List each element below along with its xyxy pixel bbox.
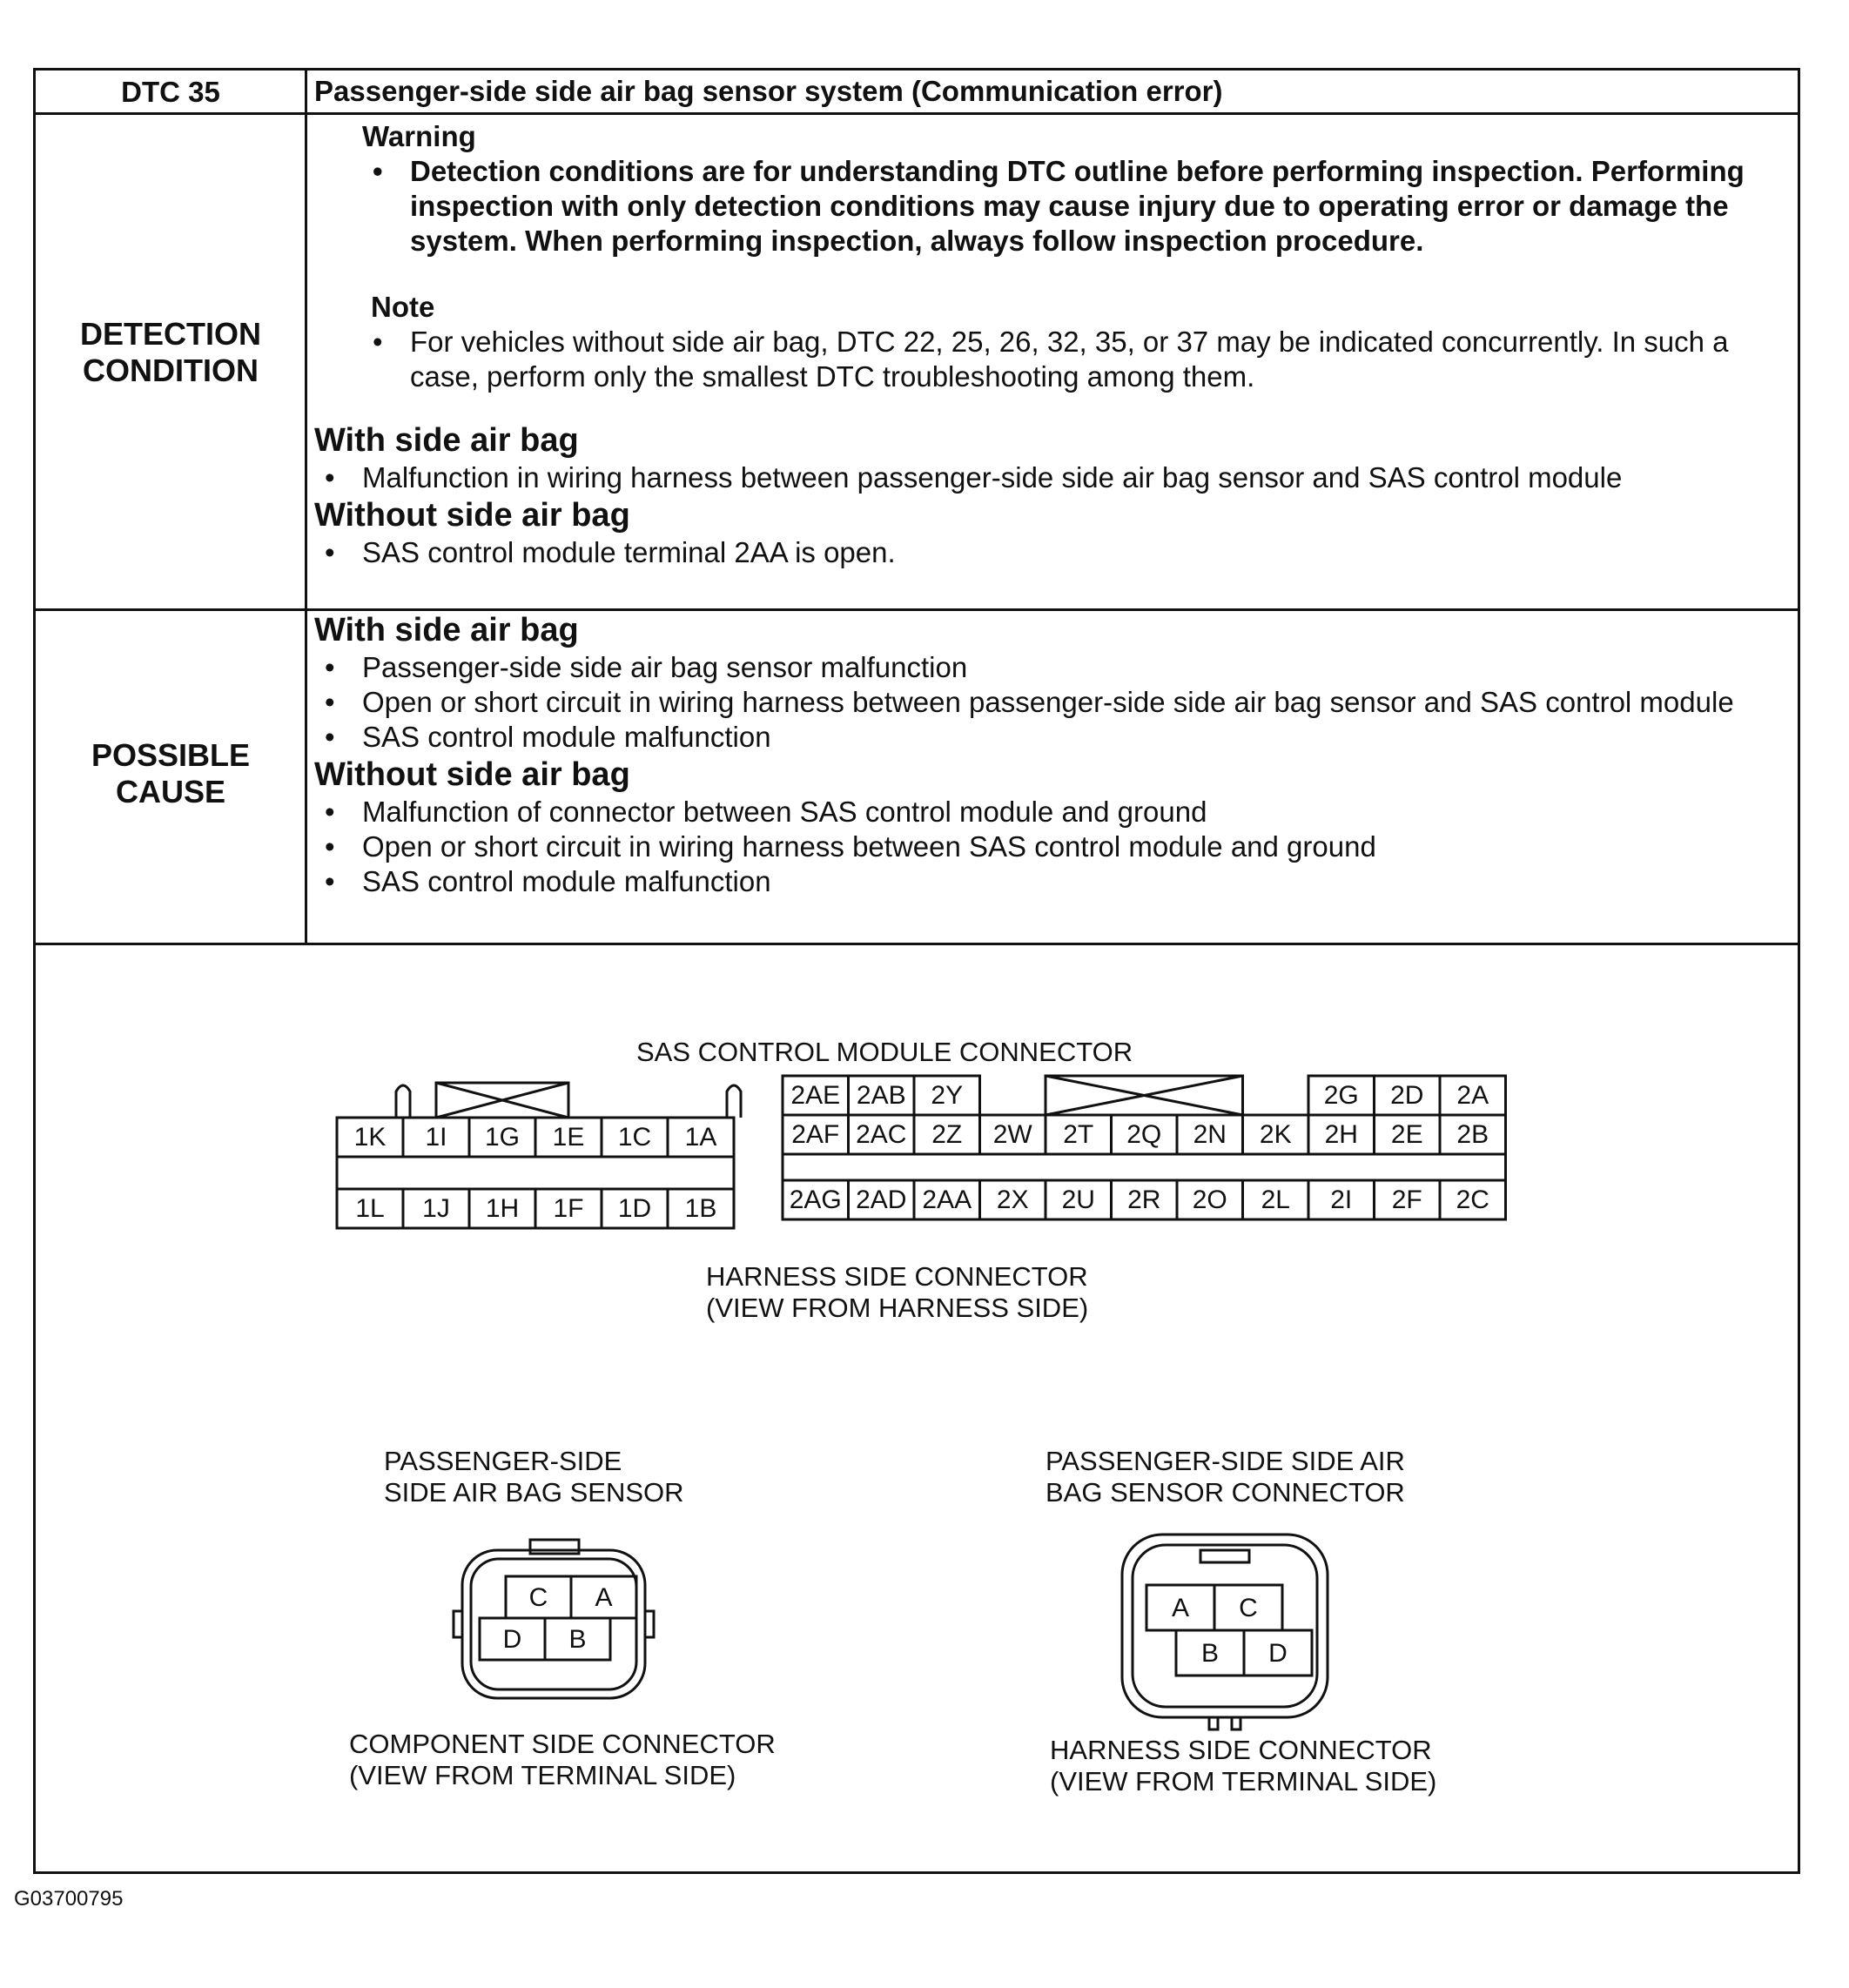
sensor-tab (454, 1611, 462, 1637)
connector2-pin: 2AE (790, 1080, 841, 1110)
connector1-pin: 1K (353, 1122, 387, 1152)
note-title: Note (371, 291, 435, 323)
connector2-pin: 2T (1063, 1119, 1094, 1149)
connector1-pin: 1J (422, 1193, 450, 1223)
harness-housing-inner (1133, 1545, 1317, 1707)
connector2-pin: 2AB (856, 1080, 906, 1110)
harness-caption-line1: HARNESS SIDE CONNECTOR (1050, 1735, 1432, 1765)
harness-latch (1200, 1550, 1249, 1562)
connector1-pin: 1A (684, 1122, 717, 1152)
cause-with-item: • Open or short circuit in wiring harness between passenger-side side air bag sensor and SAS control module (314, 685, 1789, 720)
possible-cause-label-line1: POSSIBLE (91, 737, 251, 773)
connector2-pin: 2Y (931, 1080, 964, 1110)
figure-id: G03700795 (14, 1887, 124, 1911)
cause-with-item: • SAS control module malfunction (314, 720, 1789, 755)
harness-tab (1232, 1717, 1241, 1729)
sensor-pin: A (595, 1582, 613, 1612)
connector2-pin: 2F (1391, 1185, 1422, 1214)
connector2-pin: 2D (1390, 1080, 1424, 1110)
dtc-title: Passenger-side side air bag sensor system (Communication error) (314, 75, 1223, 107)
harness-pin: B (1200, 1638, 1220, 1668)
sensor-title-line1: PASSENGER-SIDE (384, 1446, 622, 1476)
connector2-pin: 2AC (856, 1119, 907, 1149)
connector1-pin: 1E (552, 1122, 585, 1152)
sensor-tab (645, 1611, 654, 1637)
harness-title-line1: PASSENGER-SIDE SIDE AIR (1046, 1446, 1405, 1476)
connector2-pin: 2AF (791, 1119, 840, 1149)
connector1-pin: 1B (684, 1193, 717, 1223)
sas-caption-line2: (VIEW FROM HARNESS SIDE) (706, 1293, 1089, 1323)
connector1-pin: 1G (484, 1122, 521, 1152)
connector2-pin: 2A (1456, 1080, 1489, 1110)
sensor-title-line2: SIDE AIR BAG SENSOR (384, 1477, 684, 1508)
note-item: • For vehicles without side air bag, DTC 22, 25, 26, 32, 35, or 37 may be indicated concurrently. In such a case, perform only the smallest DTC troubleshooting among them. (362, 325, 1789, 394)
detection-label-line2: CONDITION (83, 353, 259, 388)
harness-pin: D (1268, 1638, 1288, 1668)
harness-tab (1209, 1717, 1218, 1729)
dtc-table (33, 68, 1800, 1874)
connector2-pin: 2B (1456, 1119, 1489, 1149)
connector1-pin: 1C (617, 1122, 652, 1152)
sensor-housing (462, 1550, 645, 1698)
harness-pin: A (1171, 1593, 1190, 1622)
detection-label-line1: DETECTION (79, 316, 261, 352)
connector2-pin: 2H (1324, 1119, 1358, 1149)
warning-item: • Detection conditions are for understanding DTC outline before performing inspection. Performing inspection with only detection conditions may cause injury due to operating error or damage the system. When performing inspection, always follow inspection procedure. (362, 154, 1789, 259)
connector1-pin: 1H (485, 1193, 520, 1223)
dtc-code: DTC 35 (121, 76, 220, 108)
detection-without-title: Without side air bag (314, 497, 630, 534)
connector2-pin: 2I (1330, 1185, 1353, 1214)
detection-without-item: • SAS control module terminal 2AA is open. (314, 535, 1789, 570)
possible-cause-label-line2: CAUSE (115, 774, 226, 809)
cause-without-title: Without side air bag (314, 756, 630, 793)
connector1-latch (727, 1085, 741, 1118)
sas-connector-diagram (36, 71, 1803, 1877)
connector2-pin: 2N (1193, 1119, 1227, 1149)
detection-with-title: With side air bag (314, 422, 579, 459)
connector2-pin: 2AG (789, 1185, 842, 1214)
connector2-pin: 2C (1456, 1185, 1489, 1214)
connector2-pin: 2L (1261, 1185, 1290, 1214)
cause-without-item: • Malfunction of connector between SAS control module and ground (314, 795, 1789, 829)
connector2-pin: 2G (1323, 1080, 1359, 1110)
harness-title-line2: BAG SENSOR CONNECTOR (1046, 1477, 1405, 1508)
connector2-pin: 2X (996, 1185, 1029, 1214)
sensor-latch (530, 1540, 579, 1554)
connector1-latch (396, 1085, 410, 1118)
connector2-pin: 2Q (1126, 1119, 1162, 1149)
cause-without-item: • Open or short circuit in wiring harness between SAS control module and ground (314, 829, 1789, 864)
sensor-caption-line2: (VIEW FROM TERMINAL SIDE) (349, 1760, 736, 1790)
sas-caption-line1: HARNESS SIDE CONNECTOR (706, 1261, 1088, 1292)
cause-without-item: • SAS control module malfunction (314, 864, 1789, 899)
connector2-pin: 2O (1192, 1185, 1227, 1214)
warning-title: Warning (362, 120, 476, 152)
connector2-pin: 2E (1390, 1119, 1423, 1149)
connector2-pin: 2Z (931, 1119, 963, 1149)
connector2-pin: 2W (992, 1119, 1032, 1149)
harness-caption-line2: (VIEW FROM TERMINAL SIDE) (1050, 1766, 1437, 1797)
connector1-pin: 1I (425, 1122, 447, 1152)
sensor-pin: B (568, 1624, 587, 1654)
connector2-pin: 2K (1259, 1119, 1292, 1149)
sas-connector-title: SAS CONTROL MODULE CONNECTOR (636, 1037, 1133, 1067)
connector1-pin: 1F (553, 1193, 584, 1223)
sensor-caption-line1: COMPONENT SIDE CONNECTOR (349, 1729, 776, 1759)
sensor-pin: D (502, 1624, 522, 1654)
connector2-pin: 2AA (922, 1185, 972, 1214)
connector2-pin: 2AD (856, 1185, 907, 1214)
cause-with-item: • Passenger-side side air bag sensor malfunction (314, 650, 1789, 685)
connector2-pin: 2U (1061, 1185, 1095, 1214)
connector1-pin: 1D (617, 1193, 652, 1223)
cause-with-title: With side air bag (314, 612, 579, 648)
connector1-pin: 1L (355, 1193, 385, 1223)
connector2-pin: 2R (1127, 1185, 1161, 1214)
sensor-pin: C (528, 1582, 548, 1612)
detection-with-item: • Malfunction in wiring harness between passenger-side side air bag sensor and SAS control module (314, 460, 1789, 495)
harness-pin: C (1239, 1593, 1258, 1622)
